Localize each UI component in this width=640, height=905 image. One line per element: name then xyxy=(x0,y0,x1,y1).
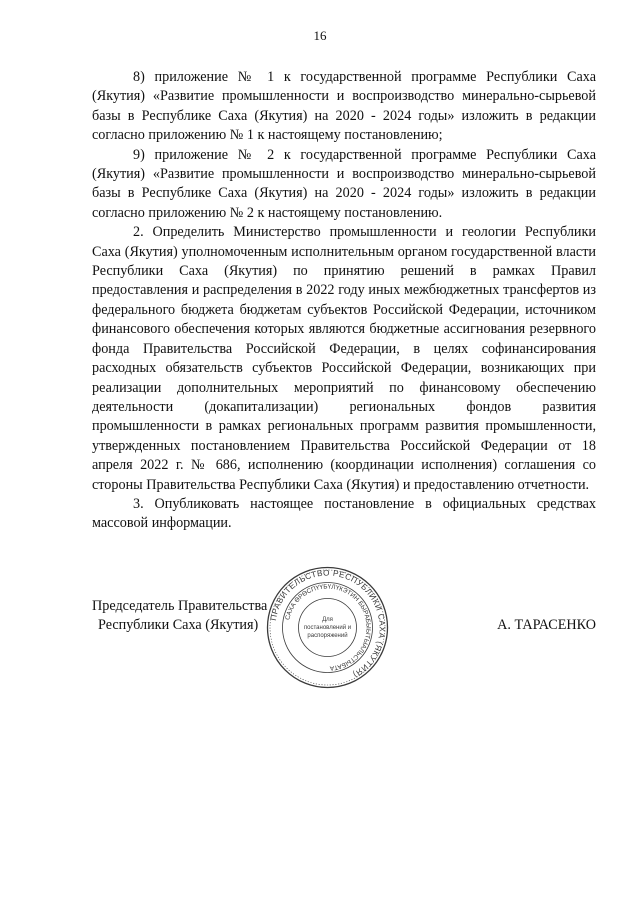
seal-outer-text: ПРАВИТЕЛЬСТВО РЕСПУБЛИКИ САХА (ЯКУТИЯ) xyxy=(268,568,387,680)
paragraph-item-9: 9) приложение № 2 к государственной программе Республики Саха (Якутия) «Развитие промышленности и воспроизводство минерально-сырьевой базы в Республике Саха (Якутия) на 2020 - 2024 годы» изложить в редакции согласно приложению № 2 к настоящему постановлению. xyxy=(92,146,596,221)
seal-center-line1: Для xyxy=(322,617,333,623)
paragraph-item-8: 8) приложение № 1 к государственной программе Республики Саха (Якутия) «Развитие промышленности и воспроизводство минерально-сырьевой базы в Республике Саха (Якутия) на 2020 - 2024 годы» изложить в редакции согласно приложению № 1 к настоящему постановлению; xyxy=(92,69,596,144)
official-seal-stamp xyxy=(265,565,390,690)
signatory-name: А. ТАРАСЕНКО xyxy=(497,617,596,633)
signatory-title-line1: Председатель Правительства xyxy=(92,598,268,614)
seal-center-line2: постановлений и xyxy=(303,625,352,631)
page-number: 16 xyxy=(313,28,327,43)
document-body xyxy=(92,68,596,534)
seal-center-line3: распоряжений xyxy=(307,633,348,639)
seal-inner-text: САХА ӨРӨСПҮҮБҮЛҮКЭТИН БЫРАБЫЫТЫАЛЬСТЫБАТА xyxy=(284,583,372,672)
paragraph-clause-2: 2. Определить Министерство промышленности и геологии Республики Саха (Якутия) уполномоченным исполнительным органом государственной власти Республики Саха (Якутия) по принятию решений в рамках Правил предоставления и распределения в 2022 году иных межбюджетных трансфертов из федерального бюджета бюджетам субъектов Российской Федерации, источником финансового обеспечения которых являются бюджетные ассигнования резервного фонда Правительства Российской Федерации, в целях софинансирования расходных обязательств субъектов Российской Федерации, возникающих при реализации дополнительных мероприятий по финансовому обеспечению деятельности (докапитализации) региональных фондов развития промышленности в рамках региональных программ развития промышленности, утвержденных постановлением Правительства Российской Федерации от 18 апреля 2022 г. № 686, исполнению (координации исполнения) соглашения со стороны Правительства Республики Саха (Якутия) и предоставлению отчетности. xyxy=(92,224,596,493)
signatory-title xyxy=(92,597,267,636)
signatory-title-line2: Республики Саха (Якутия) xyxy=(98,617,259,634)
paragraph-clause-3: 3. Опубликовать настоящее постановление в официальных средствах массовой информации. xyxy=(92,495,596,532)
